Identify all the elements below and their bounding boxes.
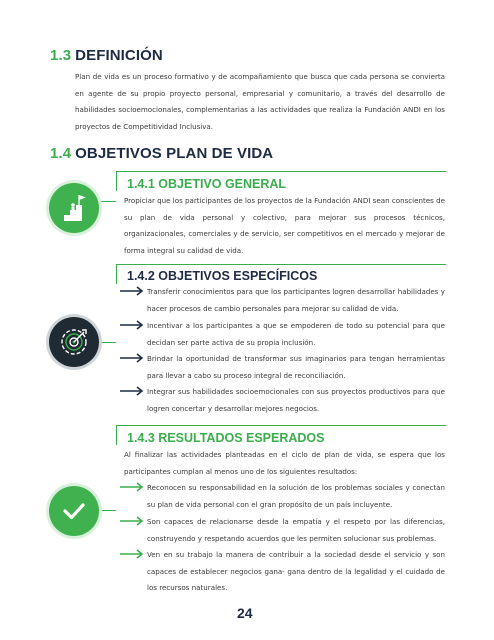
divider-line: [116, 425, 117, 445]
resultados-esperados-title: 1.4.3 RESULTADOS ESPERADOS: [127, 431, 325, 445]
definition-paragraph: Plan de vida es un proceso formativo y de acompañamiento que busca que cada persona se convierta en agente de su propio proyecto personal, empresarial y comunitario, a través del desarrollo de habilidades socioemocionales, complementarias a las actividades que realiza la Fundación ANDI en los proyectos de Competitividad Inclusiva.: [75, 72, 445, 131]
section-1-4-heading: [50, 145, 273, 162]
divider-line: [116, 171, 446, 172]
divider-line: [116, 425, 446, 426]
list-item-text: Integrar sus habilidades socioemocionales con sus proyectos productivos para que logren concertar y desarrollar mejores negocios.: [147, 387, 445, 413]
check-icon: [49, 486, 99, 536]
objetivos-especificos-title: 1.4.2 OBJETIVOS ESPECÍFICOS: [127, 269, 318, 283]
list-item-text: Reconocen su responsabilidad en la solución de los problemas sociales y conectan su plan de vida personal con el gran propósito de un país incluyente.: [147, 483, 445, 509]
arrow-right-icon: [116, 514, 146, 528]
section-1-3-heading: [50, 47, 163, 64]
goal-flag-icon: [49, 183, 99, 233]
resultados-intro: Al finalizar las actividades planteadas en el ciclo de plan de vida, se espera que los participantes cumplan al menos uno de los siguientes resultados:: [124, 450, 445, 476]
arrow-right-icon: [116, 384, 146, 398]
arrow-right-icon: [116, 284, 146, 298]
section-title: OBJETIVOS PLAN DE VIDA: [75, 145, 274, 162]
list-item-text: Transferir conocimientos para que los participantes logren desarrollar habilidades y hacer procesos de cambio personales para mejorar su calidad de vida.: [147, 287, 445, 313]
divider-line: [116, 264, 117, 284]
objetivo-general-paragraph: Propiciar que los participantes de los proyectos de la Fundación ANDI sean conscientes de su plan de vida personal y colectivo, para mejorar sus procesos técnicos, organizacionales, comerciales y de servicio, ser competitivos en el mercado y mejorar de forma integral su calidad de vida.: [124, 196, 445, 255]
section-number: 1.4: [50, 145, 72, 162]
arrow-right-icon: [116, 318, 146, 332]
arrow-right-icon: [116, 480, 146, 494]
divider-line: [116, 264, 446, 265]
divider-line: [116, 171, 117, 191]
list-item-text: Son capaces de relacionarse desde la empatía y el respeto por las diferencias, construyendo y respetando acuerdos que les permiten solucionar sus problemas.: [147, 517, 445, 543]
target-icon: [49, 317, 99, 367]
list-item-text: Brindar la oportunidad de transformar sus imaginarios para tengan herramientas para llevar a cabo su proceso integral de reconciliación.: [147, 354, 445, 380]
arrow-right-icon: [116, 547, 146, 561]
objetivo-general-title: 1.4.1 OBJETIVO GENERAL: [127, 177, 287, 191]
connector-line: [97, 510, 116, 511]
section-number: 1.3: [50, 47, 72, 64]
list-item-text: Ven en su trabajo la manera de contribuir a la sociedad desde el servicio y son capaces de establecer negocios gana- gana dentro de la legalidad y el cuidado de los recursos naturales.: [147, 550, 445, 593]
page-number: 24: [237, 605, 253, 621]
arrow-right-icon: [116, 351, 146, 365]
connector-line: [97, 342, 116, 343]
list-item-text: Incentivar a los participantes a que se empoderen de todo su potencial para que decidan ser parte activa de su propia inclusión.: [147, 321, 445, 347]
connector-line: [97, 201, 116, 202]
section-title: DEFINICIÓN: [75, 47, 163, 64]
